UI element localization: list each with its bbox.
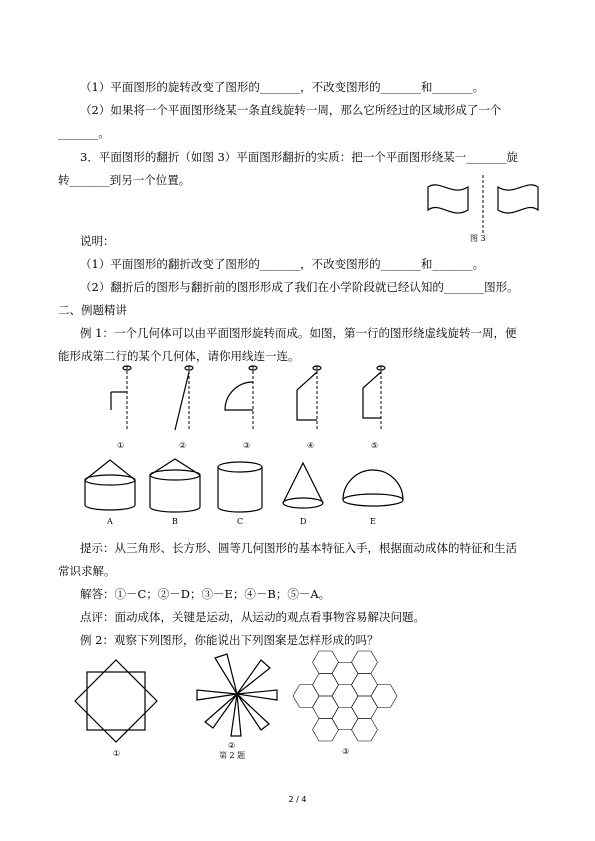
figure-pinwheel bbox=[197, 654, 277, 760]
row2-label-D: D bbox=[300, 517, 307, 526]
ex2-caption: 第 2 题 bbox=[219, 751, 246, 760]
ex2-label-3: ③ bbox=[342, 747, 350, 756]
shape-3 bbox=[225, 366, 257, 450]
example-1-b: 能形成第二行的某个几何体，请你用线连一连。 bbox=[58, 349, 300, 363]
solid-E bbox=[343, 470, 403, 526]
hint-a: 提示：从三角形、长方形、圆等几何图形的基本特征入手，根据面动成体的特征和生活 bbox=[80, 541, 517, 555]
flip-title-a: 3．平面图形的翻折（如图 3）平面图形翻折的实质：把一个平面图形绕某一_______旋 bbox=[80, 150, 519, 164]
example-1-row2 bbox=[75, 455, 415, 530]
example-2-figures bbox=[65, 650, 405, 760]
shape-2 bbox=[175, 366, 193, 450]
figure-octagram bbox=[75, 660, 157, 758]
rotation-p2a: （2）如果将一个平面图形绕某一条直线旋转一周，那么它所经过的区域形成了一个 bbox=[80, 103, 502, 117]
rotation-p2b: _______。 bbox=[58, 126, 110, 140]
rotation-p1: （1）平面图形的旋转改变了图形的_______，不改变图形的_______和_______。 bbox=[80, 80, 485, 94]
figure-hexagons bbox=[293, 651, 397, 756]
row1-label-1: ① bbox=[117, 441, 125, 450]
answer: 解答：①－C；②－D；③－E；④－B；⑤－A。 bbox=[80, 587, 331, 601]
row1-label-5: ⑤ bbox=[371, 441, 379, 450]
example-1-a: 例 1：一个几何体可以由平面图形旋转而成。如图，第一行的图形绕虚线旋转一周，便 bbox=[80, 326, 517, 340]
shape-4 bbox=[297, 366, 321, 450]
figure-3-caption: 图 3 bbox=[470, 234, 486, 243]
flag-original bbox=[428, 185, 468, 213]
note-1: （1）平面图形的翻折改变了图形的_______，不改变图形的_______和_______。 bbox=[80, 257, 485, 271]
ex2-label-2: ② bbox=[228, 741, 236, 750]
solid-B bbox=[150, 459, 200, 526]
note-label: 说明： bbox=[80, 234, 115, 248]
solid-D bbox=[283, 463, 323, 526]
figure-3 bbox=[420, 175, 550, 245]
row1-drawing bbox=[95, 362, 425, 452]
row2-label-A: A bbox=[107, 517, 113, 526]
note-2: （2）翻折后的图形与翻折前的图形形成了我们在小学阶段就已经认知的_______图形。 bbox=[80, 280, 519, 294]
ex2-label-1: ① bbox=[113, 749, 121, 758]
comment: 点评：面动成体，关键是运动，从运动的观点看事物容易解决问题。 bbox=[80, 610, 425, 624]
shape-5 bbox=[363, 366, 385, 450]
row2-drawing bbox=[75, 455, 415, 530]
example-2-drawing bbox=[65, 650, 405, 760]
solid-A bbox=[85, 460, 135, 526]
row1-label-4: ④ bbox=[307, 441, 315, 450]
example-2: 例 2：观察下列图形，你能说出下列图案是怎样形成的吗？ bbox=[80, 633, 379, 647]
figure-3-drawing bbox=[420, 175, 550, 245]
solid-C bbox=[218, 462, 262, 526]
flip-title-b: 转_______到另一个位置。 bbox=[58, 173, 191, 187]
row1-label-3: ③ bbox=[243, 441, 251, 450]
shape-1 bbox=[111, 366, 131, 450]
row2-label-B: B bbox=[172, 517, 178, 526]
row2-label-E: E bbox=[370, 517, 376, 526]
row1-label-2: ② bbox=[179, 441, 187, 450]
example-1-row1 bbox=[95, 362, 425, 452]
hint-b: 常识求解。 bbox=[58, 564, 116, 578]
flag-flipped bbox=[498, 185, 538, 213]
page-number: 2 / 4 bbox=[288, 795, 307, 804]
row2-label-C: C bbox=[237, 517, 244, 526]
section-heading: 二、例题精讲 bbox=[58, 303, 127, 317]
